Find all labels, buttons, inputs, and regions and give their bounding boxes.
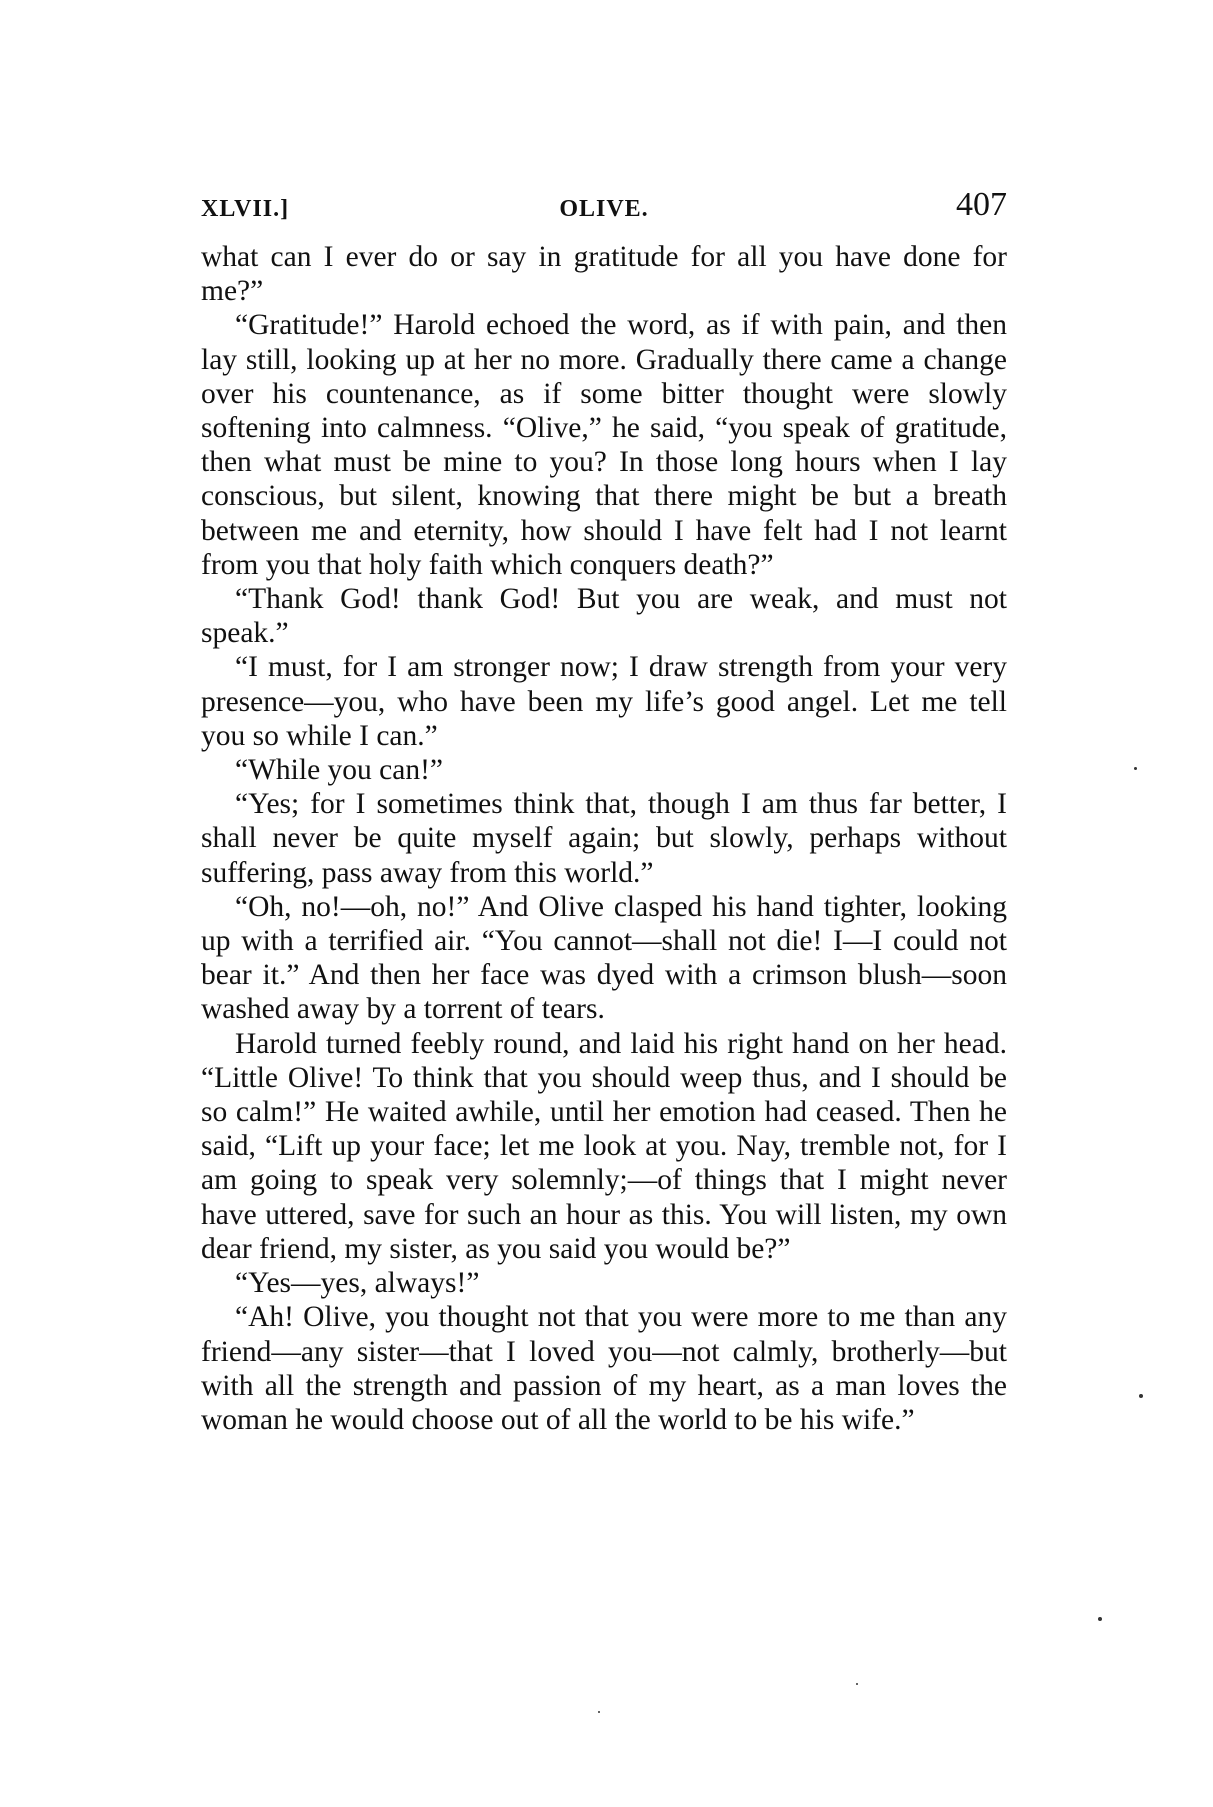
paragraph: “Oh, no!—oh, no!” And Olive clasped his hand tighter, looking up with a terrified air. “You cannot—shall not die! I—I could not bear it.” And then her face was dyed with a crimson blush—soon washed away by a torrent of tears. xyxy=(201,890,1007,1026)
scan-speck xyxy=(1139,1394,1143,1398)
paragraph: “While you can!” xyxy=(235,754,444,787)
paragraph: “Gratitude!” Harold echoed the word, as if with pain, and then lay still, looking up at her no more. Gradually there came a change over his countenance, as if some bitter thought were slowly softening into calmness. “Olive,” he said, “you speak of gratitude, then what must be mine to you? In those long hours when I lay conscious, but silent, knowing that there might be but a breath between me and eternity, how should I have felt had I not learnt from you that holy faith which conquers death?” xyxy=(201,309,1007,581)
scan-speck xyxy=(856,1683,858,1685)
scan-speck xyxy=(1098,1617,1102,1621)
paragraph: “Yes—yes, always!” xyxy=(235,1267,480,1300)
paragraph: “Yes; for I sometimes think that, though I am thus far better, I shall never be quite myself again; but slowly, perhaps without suffering, pass away from this world.” xyxy=(201,788,1007,889)
paragraph: “Thank God! thank God! But you are weak, and must not speak.” xyxy=(201,583,1007,650)
body-text xyxy=(201,240,1007,1437)
page-header xyxy=(201,182,1007,238)
paragraph: what can I ever do or say in gratitude for all you have done for me?” xyxy=(201,241,1007,308)
scan-speck xyxy=(1134,767,1137,770)
book-page xyxy=(201,182,1007,1437)
page-number: 407 xyxy=(956,186,1007,223)
paragraph: “Ah! Olive, you thought not that you were more to me than any friend—any sister—that I loved you—not calmly, brotherly—but with all the strength and passion of my heart, as a man loves the woman he would choose out of all the world to be his wife.” xyxy=(201,1301,1007,1436)
chapter-number: XLVII.] xyxy=(201,196,290,222)
paragraph: “I must, for I am stronger now; I draw strength from your very presence—you, who have been my life’s good angel. Let me tell you so while I can.” xyxy=(201,651,1007,752)
scan-speck xyxy=(598,1711,600,1713)
paragraph: Harold turned feebly round, and laid his right hand on her head. “Little Olive! To think that you should weep thus, and I should be so calm!” He waited awhile, until her emotion had ceased. Then he said, “Lift up your face; let me look at you. Nay, tremble not, for I am going to speak very solemnly;—of things that I might never have uttered, save for such an hour as this. You will listen, my own dear friend, my sister, as you said you would be?” xyxy=(201,1027,1007,1265)
running-title: OLIVE. xyxy=(559,196,649,222)
